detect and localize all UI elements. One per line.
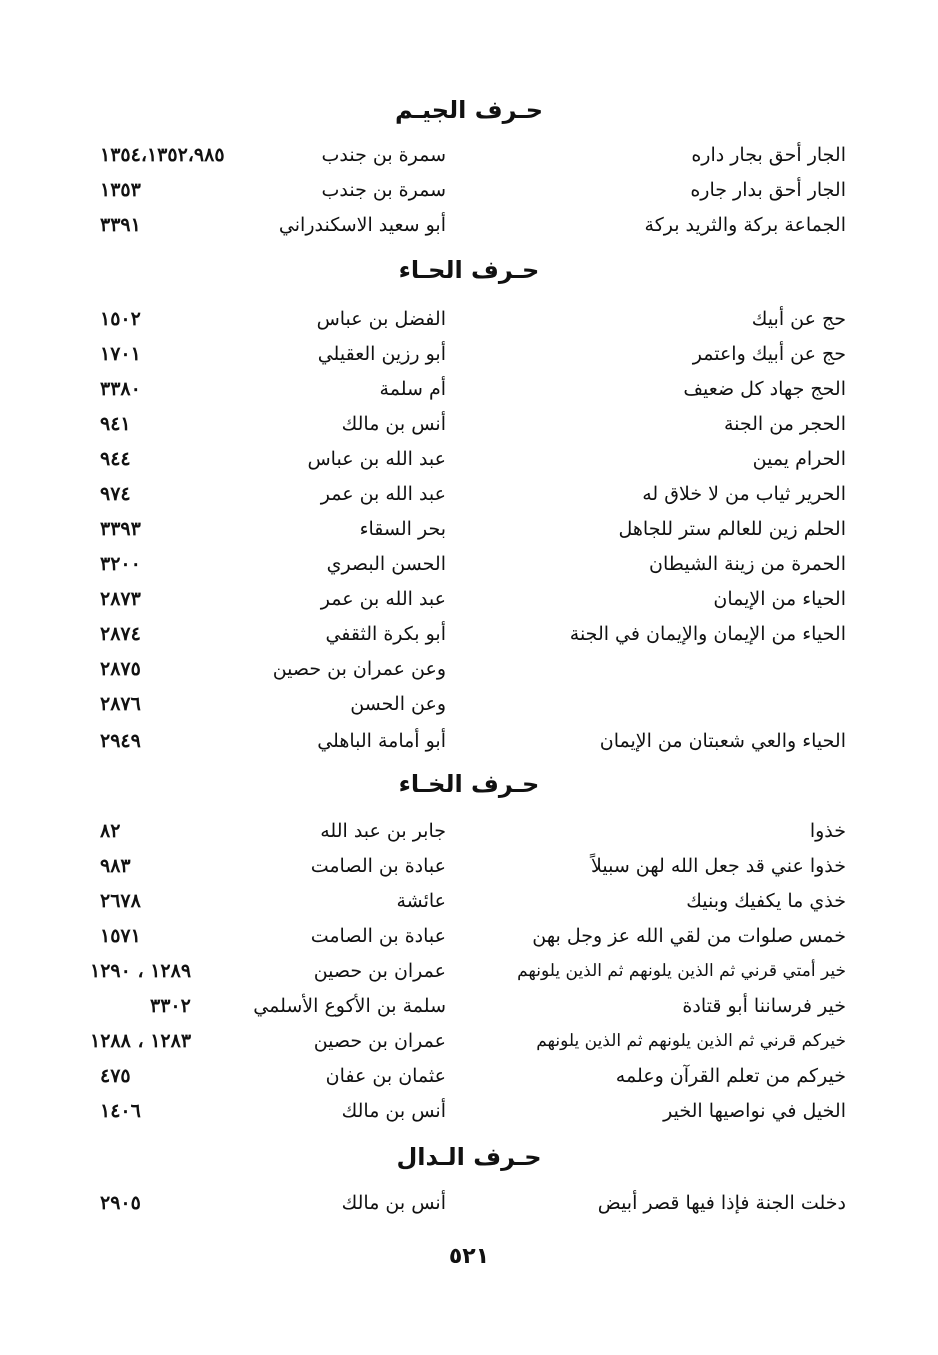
- hadith-text: الجماعة بركة والثريد بركة: [644, 214, 846, 236]
- reference-numbers: ٢٨٧٦: [100, 693, 141, 715]
- hadith-text: الحياء من الإيمان والإيمان في الجنة: [569, 623, 846, 645]
- narrator-name: أنس بن مالك: [341, 413, 446, 435]
- narrator-name: أم سلمة: [379, 378, 446, 400]
- index-row: [0, 849, 938, 883]
- hadith-text: خيركم من تعلم القرآن وعلمه: [615, 1065, 846, 1087]
- index-row: [0, 138, 938, 172]
- section-heading-jeem: حـرف الجيـم: [394, 96, 544, 124]
- hadith-text: الحمرة من زينة الشيطان: [649, 553, 846, 575]
- reference-numbers: ٣٣٩١: [100, 214, 141, 236]
- narrator-name: أبو سعيد الاسكندراني: [278, 214, 446, 236]
- narrator-name: سمرة بن جندب: [321, 144, 446, 166]
- narrator-name: جابر بن عبد الله: [320, 820, 446, 842]
- reference-numbers: ٣٣٠٢: [150, 995, 191, 1017]
- narrator-name: عبد الله بن عمر: [320, 588, 446, 610]
- reference-numbers: ٨٢: [100, 820, 121, 842]
- reference-numbers: ١٣٥٣: [100, 179, 141, 201]
- hadith-text: الحلم زين للعالم ستر للجاهل: [618, 518, 846, 540]
- narrator-name: وعن الحسن: [350, 693, 446, 715]
- hadith-text: الخيل في نواصيها الخير: [663, 1100, 846, 1122]
- narrator-name: سلمة بن الأكوع الأسلمي: [253, 995, 446, 1017]
- index-row: [0, 208, 938, 242]
- hadith-text: الحياء من الإيمان: [713, 588, 846, 610]
- index-row: [0, 1186, 938, 1220]
- index-row: [0, 547, 938, 581]
- narrator-name: عائشة: [396, 890, 446, 912]
- reference-numbers: ٣٣٨٠: [100, 378, 141, 400]
- narrator-name: وعن عمران بن حصين: [272, 658, 446, 680]
- reference-numbers: ٩٤٤: [100, 448, 131, 470]
- reference-numbers: ٩٤١: [100, 413, 131, 435]
- hadith-text: حج عن أبيك واعتمر: [692, 343, 846, 365]
- reference-numbers: ٢٩٤٩: [100, 730, 141, 752]
- index-row: [0, 582, 938, 616]
- reference-numbers: ٣٣٩٣: [100, 518, 141, 540]
- narrator-name: سمرة بن جندب: [321, 179, 446, 201]
- reference-numbers: ٢٩٠٥: [100, 1192, 141, 1214]
- narrator-name: عبد الله بن عمر: [320, 483, 446, 505]
- index-row: [0, 724, 938, 758]
- narrator-name: عبد الله بن عباس: [307, 448, 446, 470]
- reference-numbers: ٤٧٥: [100, 1065, 131, 1087]
- index-row: [0, 372, 938, 406]
- hadith-text: خذوا: [809, 820, 846, 842]
- narrator-name: أنس بن مالك: [341, 1100, 446, 1122]
- reference-numbers: ٩٧٤: [100, 483, 131, 505]
- hadith-text: الجار أحق بجار داره: [691, 144, 846, 166]
- index-row: [0, 337, 938, 371]
- reference-numbers: ١٣٥٤،١٣٥٢،٩٨٥: [100, 144, 225, 166]
- index-row: [0, 617, 938, 651]
- narrator-name: الحسن البصري: [326, 553, 446, 575]
- hadith-text: خير فرساننا أبو قتادة: [682, 995, 846, 1017]
- hadith-text: الحرام يمين: [752, 448, 846, 470]
- reference-numbers: ٢٨٧٥: [100, 658, 141, 680]
- narrator-name: عبادة بن الصامت: [310, 855, 446, 877]
- narrator-name: بحر السقاء: [359, 518, 446, 540]
- hadith-text: الحرير ثياب من لا خلاق له: [642, 483, 846, 505]
- index-row: [0, 652, 938, 686]
- narrator-name: عمران بن حصين: [313, 1030, 446, 1052]
- narrator-name: الفضل بن عباس: [316, 308, 446, 330]
- index-row: [0, 919, 938, 953]
- hadith-text: دخلت الجنة فإذا فيها قصر أبيض: [597, 1192, 846, 1214]
- narrator-name: عمران بن حصين: [313, 960, 446, 982]
- index-row: [0, 512, 938, 546]
- hadith-text: خيركم قرني ثم الذين يلونهم ثم الذين يلونهم: [536, 1031, 846, 1051]
- narrator-name: أبو رزين العقيلي: [317, 343, 446, 365]
- section-heading-dal: حـرف الـدال: [396, 1143, 542, 1171]
- index-row: [0, 407, 938, 441]
- hadith-text: حج عن أبيك: [751, 308, 846, 330]
- index-row: [0, 687, 938, 721]
- index-row: [0, 477, 938, 511]
- reference-numbers: ١٥٠٢: [100, 308, 141, 330]
- reference-numbers: ٢٨٧٤: [100, 623, 141, 645]
- reference-numbers: ١٢٨٣ ، ١٢٨٨: [90, 1030, 192, 1052]
- index-row: [0, 173, 938, 207]
- narrator-name: أبو بكرة الثقفي: [325, 623, 446, 645]
- hadith-text: خير أمتي قرني ثم الذين يلونهم ثم الذين يلونهم: [517, 961, 846, 981]
- reference-numbers: ٢٦٧٨: [100, 890, 141, 912]
- hadith-text: الحجر من الجنة: [723, 413, 846, 435]
- index-row: [0, 1059, 938, 1093]
- reference-numbers: ١٤٠٦: [100, 1100, 141, 1122]
- reference-numbers: ٢٨٧٣: [100, 588, 141, 610]
- reference-numbers: ١٢٨٩ ، ١٢٩٠: [90, 960, 192, 982]
- index-row: [0, 954, 938, 988]
- index-row: [0, 302, 938, 336]
- narrator-name: أبو أمامة الباهلي: [317, 730, 446, 752]
- hadith-text: الجار أحق بدار جاره: [690, 179, 846, 201]
- reference-numbers: ١٧٠١: [100, 343, 141, 365]
- narrator-name: عثمان بن عفان: [325, 1065, 446, 1087]
- page-number: ٥٢١: [448, 1244, 490, 1269]
- reference-numbers: ١٥٧١: [100, 925, 141, 947]
- index-row: [0, 442, 938, 476]
- index-row: [0, 1094, 938, 1128]
- narrator-name: أنس بن مالك: [341, 1192, 446, 1214]
- narrator-name: عبادة بن الصامت: [310, 925, 446, 947]
- index-row: [0, 1024, 938, 1058]
- section-heading-khaa: حـرف الخـاء: [398, 770, 540, 798]
- section-heading-haa: حـرف الحـاء: [398, 256, 540, 284]
- index-row: [0, 989, 938, 1023]
- hadith-text: خذي ما يكفيك وبنيك: [686, 890, 846, 912]
- index-row: [0, 814, 938, 848]
- hadith-text: خمس صلوات من لقي الله عز وجل بهن: [532, 925, 846, 947]
- reference-numbers: ٩٨٣: [100, 855, 131, 877]
- hadith-text: الحياء والعي شعبتان من الإيمان: [599, 730, 846, 752]
- index-row: [0, 884, 938, 918]
- reference-numbers: ٣٢٠٠: [100, 553, 141, 575]
- hadith-text: خذوا عني قد جعل الله لهن سبيلاً: [591, 855, 846, 877]
- hadith-text: الحج جهاد كل ضعيف: [683, 378, 846, 400]
